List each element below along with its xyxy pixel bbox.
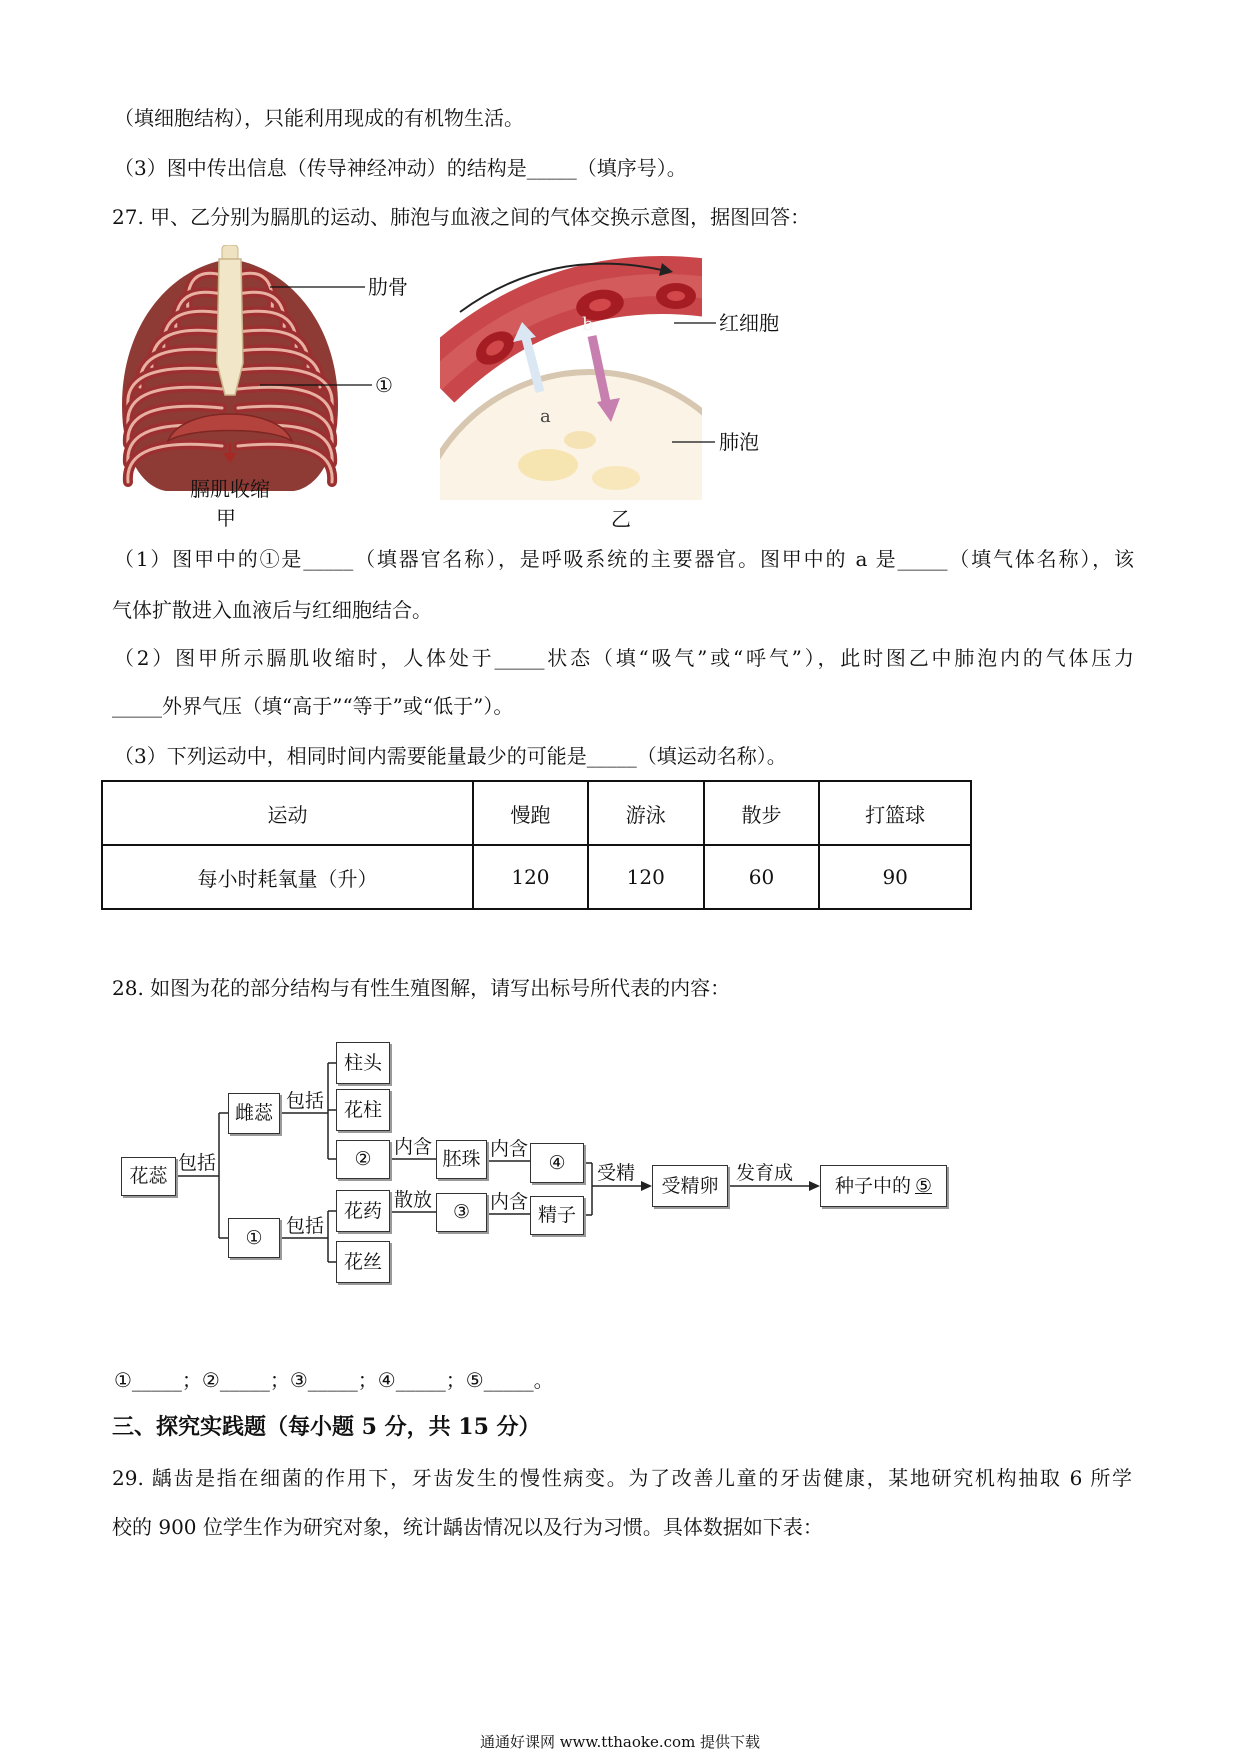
seed-box — [820, 1165, 947, 1207]
q29-line2: 校的 900 位学生作为研究对象，统计龋齿情况以及行为习惯。具体数据如下表： — [112, 1515, 823, 1539]
rbc-label: 红细胞 — [719, 311, 779, 335]
contain-label: 内含 — [394, 1136, 433, 1158]
include-label: 包括 — [286, 1090, 325, 1112]
anther-box: 花药 — [336, 1190, 390, 1232]
include-label: 包括 — [178, 1152, 217, 1174]
contain-label: 内含 — [490, 1191, 529, 1213]
develop-arrowhead — [809, 1181, 820, 1191]
q27-part3: （3）下列运动中，相同时间内需要能量最少的可能是_____（填运动名称）。 — [114, 744, 787, 768]
blank-4-box: ④ — [530, 1143, 584, 1183]
q27-part2-line2: _____外界气压（填“高于”“等于”或“低于”）。 — [112, 694, 514, 718]
filament-box: 花丝 — [336, 1241, 390, 1283]
fertilization-label: 受精 — [597, 1162, 636, 1184]
sperm-box: 精子 — [530, 1196, 584, 1235]
alveolus-label: 肺泡 — [719, 430, 759, 454]
q27-part1-line2: 气体扩散进入血液后与红细胞结合。 — [112, 598, 432, 622]
gas-a-label: a — [540, 406, 551, 427]
q27-part1-line1: （1）图甲中的①是_____（填器官名称），是呼吸系统的主要器官。图甲中的 a 是_____（填气体名称），该 — [114, 547, 1134, 571]
q28-answer-line: ①_____；②_____；③_____；④_____；⑤_____。 — [114, 1368, 554, 1392]
table-cell: 120 — [588, 845, 704, 909]
table-header-cell: 游泳 — [588, 781, 704, 845]
stamen-pistil-box: 花蕊 — [121, 1157, 176, 1196]
alveolus-texture — [564, 431, 596, 449]
develop-label: 发育成 — [736, 1162, 794, 1184]
rib-label: 肋骨 — [368, 275, 408, 299]
sternum — [217, 259, 243, 395]
table-header-cell: 运动 — [102, 781, 473, 845]
table-cell: 60 — [704, 845, 820, 909]
table-cell: 120 — [473, 845, 588, 909]
q28-stem: 28. 如图为花的部分结构与有性生殖图解，请写出标号所代表的内容： — [112, 976, 731, 1000]
q29-line1: 29. 龋齿是指在细菌的作用下，牙齿发生的慢性病变。为了改善儿童的牙齿健康，某地研究机构抽取 6 所学 — [112, 1466, 1132, 1490]
fertilization-arrowhead — [641, 1181, 652, 1191]
blank-5: ⑤ — [914, 1174, 933, 1197]
pistil-box: 雌蕊 — [228, 1093, 280, 1134]
alveolus-texture — [592, 466, 640, 490]
style-box: 花柱 — [336, 1089, 390, 1131]
red-blood-cell — [667, 291, 685, 301]
intro-line-1: （填细胞结构），只能利用现成的有机物生活。 — [114, 106, 524, 130]
blank-3-box: ③ — [436, 1193, 487, 1232]
release-label: 散放 — [394, 1189, 433, 1211]
table-header-cell: 打篮球 — [819, 781, 971, 845]
alveolus-figure — [440, 250, 785, 535]
include-label: 包括 — [286, 1215, 325, 1237]
table-row — [102, 845, 971, 909]
q27-part2-line1: （2）图甲所示膈肌收缩时，人体处于_____状态（填“吸气”或“呼气”），此时图乙中肺泡内的气体压力 — [114, 646, 1134, 670]
ribcage-figure — [110, 245, 430, 537]
figure-yi-caption: 乙 — [611, 507, 631, 531]
table-cell: 每小时耗氧量（升） — [102, 845, 473, 909]
marker1-label: ① — [375, 373, 393, 397]
figure-jia-caption: 甲 — [216, 506, 236, 530]
stigma-box: 柱头 — [336, 1042, 390, 1084]
table-header-row — [102, 781, 971, 845]
table-header-cell: 散步 — [704, 781, 820, 845]
seed-prefix: 种子中的 — [834, 1174, 911, 1197]
q27-stem: 27. 甲、乙分别为膈肌的运动、肺泡与血液之间的气体交换示意图，据图回答： — [112, 205, 811, 229]
blank-1-box: ① — [228, 1218, 280, 1258]
zygote-box: 受精卵 — [652, 1165, 728, 1207]
section-heading: 三、探究实践题（每小题 5 分，共 15 分） — [112, 1414, 541, 1440]
gas-b-label: b — [582, 314, 594, 335]
blank-2-box: ② — [336, 1140, 390, 1179]
contain-label: 内含 — [490, 1138, 529, 1160]
intro-line-2: （3）图中传出信息（传导神经冲动）的结构是_____（填序号）。 — [114, 156, 687, 180]
page-footer: 通通好课网 www.tthaoke.com 提供下载 — [479, 1733, 761, 1751]
table-header-cell: 慢跑 — [473, 781, 588, 845]
flower-reproduction-flowchart — [100, 1030, 960, 1300]
alveolus-texture — [518, 449, 578, 481]
ovule-box: 胚珠 — [436, 1140, 487, 1179]
diaphragm-label: 膈肌收缩 — [190, 477, 270, 501]
table-cell: 90 — [819, 845, 971, 909]
oxygen-consumption-table — [101, 780, 972, 910]
